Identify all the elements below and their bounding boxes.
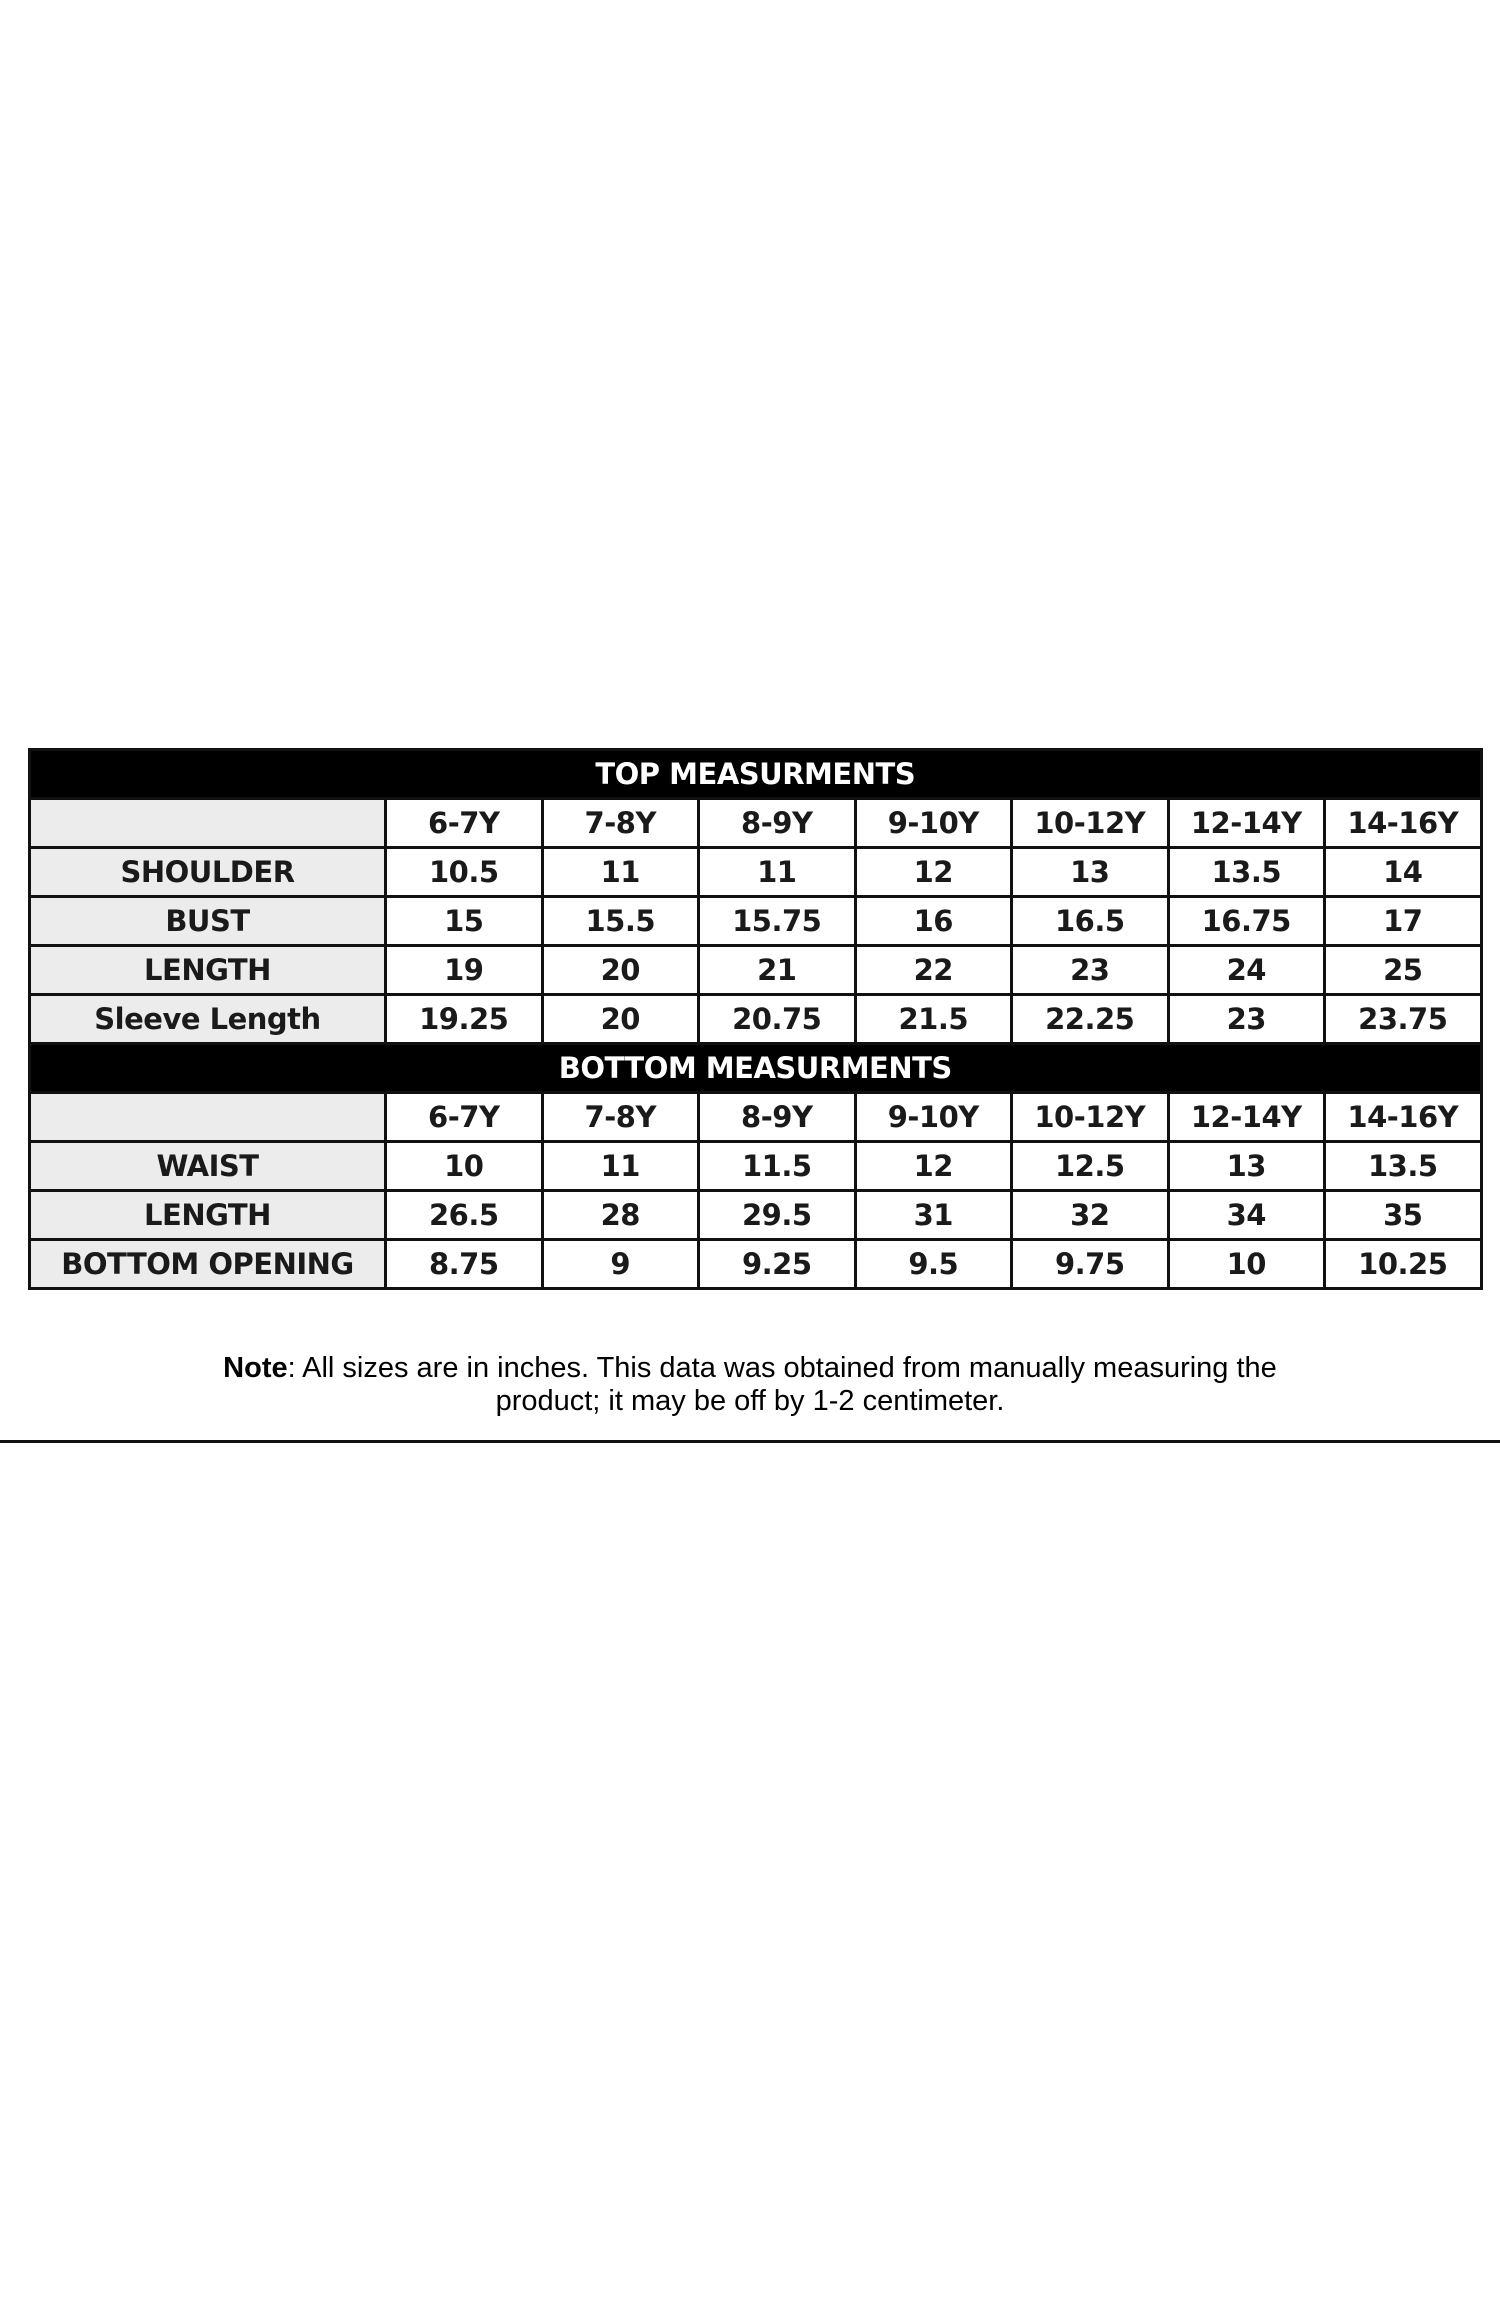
- size-header-cell: 9-10Y: [855, 799, 1012, 848]
- size-header-cell: 14-16Y: [1325, 799, 1482, 848]
- table-cell: 11: [699, 848, 856, 897]
- row-label: BUST: [30, 897, 386, 946]
- table-cell: 11: [542, 1142, 699, 1191]
- table-cell: 14: [1325, 848, 1482, 897]
- size-header-cell: 14-16Y: [1325, 1093, 1482, 1142]
- row-label: LENGTH: [30, 946, 386, 995]
- blank-header-cell: [30, 799, 386, 848]
- table-cell: 29.5: [699, 1191, 856, 1240]
- table-cell: 34: [1168, 1191, 1325, 1240]
- table-cell: 23: [1168, 995, 1325, 1044]
- table-row: [30, 1191, 1482, 1240]
- table-cell: 20.75: [699, 995, 856, 1044]
- row-label: Sleeve Length: [30, 995, 386, 1044]
- top-section-header: [30, 750, 1482, 799]
- table-cell: 11.5: [699, 1142, 856, 1191]
- size-header-cell: 7-8Y: [542, 799, 699, 848]
- table-cell: 8.75: [386, 1240, 543, 1289]
- bottom-size-header-row: [30, 1093, 1482, 1142]
- table-row: [30, 897, 1482, 946]
- table-cell: 12: [855, 848, 1012, 897]
- size-header-cell: 7-8Y: [542, 1093, 699, 1142]
- table-cell: 23: [1012, 946, 1169, 995]
- table-cell: 19.25: [386, 995, 543, 1044]
- table-row: [30, 995, 1482, 1044]
- table-cell: 16.5: [1012, 897, 1169, 946]
- table-cell: 13: [1012, 848, 1169, 897]
- table-cell: 13: [1168, 1142, 1325, 1191]
- size-header-cell: 12-14Y: [1168, 1093, 1325, 1142]
- note-line-1: [0, 1352, 1500, 1385]
- bottom-section-title: BOTTOM MEASURMENTS: [30, 1044, 1482, 1093]
- row-label: WAIST: [30, 1142, 386, 1191]
- note-text-1: : All sizes are in inches. This data was obtained from manually measuring the: [287, 1352, 1277, 1384]
- table-cell: 21: [699, 946, 856, 995]
- table-cell: 15: [386, 897, 543, 946]
- table-cell: 10.25: [1325, 1240, 1482, 1289]
- table-cell: 22.25: [1012, 995, 1169, 1044]
- table-cell: 20: [542, 995, 699, 1044]
- size-header-cell: 10-12Y: [1012, 799, 1169, 848]
- table-cell: 35: [1325, 1191, 1482, 1240]
- table-cell: 15.5: [542, 897, 699, 946]
- size-header-cell: 10-12Y: [1012, 1093, 1169, 1142]
- table-cell: 20: [542, 946, 699, 995]
- table-cell: 31: [855, 1191, 1012, 1240]
- top-section-title: TOP MEASURMENTS: [30, 750, 1482, 799]
- table-row: [30, 1240, 1482, 1289]
- table-cell: 13.5: [1325, 1142, 1482, 1191]
- size-header-cell: 8-9Y: [699, 1093, 856, 1142]
- table-cell: 26.5: [386, 1191, 543, 1240]
- table-cell: 10: [1168, 1240, 1325, 1289]
- size-header-cell: 6-7Y: [386, 799, 543, 848]
- size-note: [0, 1352, 1500, 1418]
- table-cell: 9: [542, 1240, 699, 1289]
- note-line-2: product; it may be off by 1-2 centimeter.: [495, 1385, 1005, 1417]
- table-cell: 32: [1012, 1191, 1169, 1240]
- table-cell: 17: [1325, 897, 1482, 946]
- table-cell: 19: [386, 946, 543, 995]
- table-cell: 16: [855, 897, 1012, 946]
- table-cell: 13.5: [1168, 848, 1325, 897]
- table-cell: 11: [542, 848, 699, 897]
- table-cell: 16.75: [1168, 897, 1325, 946]
- size-header-cell: 12-14Y: [1168, 799, 1325, 848]
- table-cell: 25: [1325, 946, 1482, 995]
- row-label: BOTTOM OPENING: [30, 1240, 386, 1289]
- blank-header-cell: [30, 1093, 386, 1142]
- note-label: Note: [223, 1352, 288, 1384]
- table-cell: 21.5: [855, 995, 1012, 1044]
- size-chart-table: [28, 748, 1483, 1290]
- table-cell: 15.75: [699, 897, 856, 946]
- table-cell: 9.75: [1012, 1240, 1169, 1289]
- table-cell: 10.5: [386, 848, 543, 897]
- size-header-cell: 9-10Y: [855, 1093, 1012, 1142]
- table-cell: 10: [386, 1142, 543, 1191]
- table-cell: 24: [1168, 946, 1325, 995]
- table-cell: 12: [855, 1142, 1012, 1191]
- size-chart: [28, 748, 1480, 1290]
- table-row: [30, 848, 1482, 897]
- table-row: [30, 946, 1482, 995]
- row-label: SHOULDER: [30, 848, 386, 897]
- table-cell: 28: [542, 1191, 699, 1240]
- bottom-section-header: [30, 1044, 1482, 1093]
- size-header-cell: 8-9Y: [699, 799, 856, 848]
- table-cell: 9.5: [855, 1240, 1012, 1289]
- row-label: LENGTH: [30, 1191, 386, 1240]
- size-header-cell: 6-7Y: [386, 1093, 543, 1142]
- table-row: [30, 1142, 1482, 1191]
- table-cell: 9.25: [699, 1240, 856, 1289]
- table-cell: 22: [855, 946, 1012, 995]
- divider: [0, 1440, 1500, 1443]
- table-cell: 12.5: [1012, 1142, 1169, 1191]
- table-cell: 23.75: [1325, 995, 1482, 1044]
- top-size-header-row: [30, 799, 1482, 848]
